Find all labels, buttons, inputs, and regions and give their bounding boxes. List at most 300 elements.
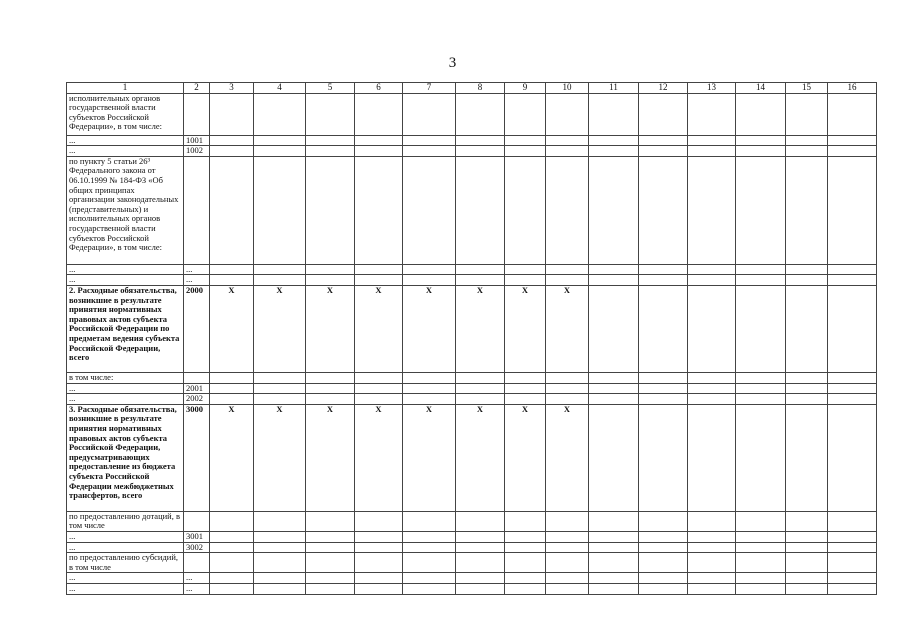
empty-cell: [546, 511, 589, 531]
table-row: [67, 553, 877, 573]
row-code: [184, 156, 210, 264]
x-mark: Х: [456, 285, 505, 372]
empty-cell: [786, 146, 828, 157]
empty-cell: [688, 511, 736, 531]
empty-cell: [828, 372, 877, 383]
empty-cell: [639, 156, 688, 264]
empty-cell: [210, 531, 254, 542]
empty-cell: [456, 383, 505, 394]
empty-cell: [546, 93, 589, 135]
empty-cell: [355, 394, 403, 405]
empty-cell: [456, 573, 505, 584]
empty-cell: [589, 135, 639, 146]
empty-cell: [736, 146, 786, 157]
empty-cell: [505, 394, 546, 405]
empty-cell: [546, 372, 589, 383]
empty-cell: [736, 573, 786, 584]
row-code: 3000: [184, 404, 210, 511]
header-cell: 6: [355, 83, 403, 94]
row-description: по предоставлению субсидий, в том числе: [67, 553, 184, 573]
empty-cell: [688, 583, 736, 594]
empty-cell: [306, 553, 355, 573]
table-row: [67, 573, 877, 584]
empty-cell: [736, 404, 786, 511]
empty-cell: [254, 372, 306, 383]
page-number: 3: [448, 55, 457, 71]
empty-cell: [210, 135, 254, 146]
empty-cell: [786, 583, 828, 594]
empty-cell: [306, 275, 355, 286]
empty-cell: [828, 383, 877, 394]
header-cell: 1: [67, 83, 184, 94]
header-cell: 8: [456, 83, 505, 94]
empty-cell: [688, 135, 736, 146]
empty-cell: [786, 135, 828, 146]
empty-cell: [254, 383, 306, 394]
empty-cell: [306, 531, 355, 542]
empty-cell: [688, 156, 736, 264]
row-description: по пункту 5 статьи 26³ Федерального закона от 06.10.1999 № 184-ФЗ «Об общих принципах организации законодательных (представительных) и исполнительных органов государственной власти субъектов Российской Федерации», в том числе:: [67, 156, 184, 264]
empty-cell: [786, 156, 828, 264]
header-cell: 13: [688, 83, 736, 94]
empty-cell: [589, 383, 639, 394]
empty-cell: [254, 394, 306, 405]
empty-cell: [210, 372, 254, 383]
empty-cell: [546, 542, 589, 553]
empty-cell: [589, 156, 639, 264]
empty-cell: [403, 542, 456, 553]
empty-cell: [546, 394, 589, 405]
x-mark: Х: [355, 285, 403, 372]
empty-cell: [210, 383, 254, 394]
empty-cell: [736, 93, 786, 135]
empty-cell: [456, 394, 505, 405]
empty-cell: [403, 573, 456, 584]
empty-cell: [688, 93, 736, 135]
empty-cell: [254, 531, 306, 542]
empty-cell: [456, 93, 505, 135]
empty-cell: [456, 531, 505, 542]
empty-cell: [505, 146, 546, 157]
empty-cell: [688, 542, 736, 553]
header-cell: 14: [736, 83, 786, 94]
empty-cell: [355, 275, 403, 286]
row-code: 2001: [184, 383, 210, 394]
empty-cell: [254, 156, 306, 264]
empty-cell: [210, 156, 254, 264]
empty-cell: [828, 275, 877, 286]
empty-cell: [736, 542, 786, 553]
empty-cell: [736, 264, 786, 275]
empty-cell: [688, 372, 736, 383]
empty-cell: [403, 553, 456, 573]
header-cell: 9: [505, 83, 546, 94]
empty-cell: [828, 264, 877, 275]
empty-cell: [254, 93, 306, 135]
row-description: ...: [67, 394, 184, 405]
row-code: [184, 553, 210, 573]
row-code: ...: [184, 264, 210, 275]
empty-cell: [639, 146, 688, 157]
row-code: [184, 372, 210, 383]
empty-cell: [355, 511, 403, 531]
empty-cell: [403, 511, 456, 531]
empty-cell: [639, 542, 688, 553]
empty-cell: [639, 275, 688, 286]
empty-cell: [456, 275, 505, 286]
empty-cell: [306, 511, 355, 531]
empty-cell: [306, 542, 355, 553]
table-row: [67, 146, 877, 157]
empty-cell: [639, 404, 688, 511]
header-cell: 2: [184, 83, 210, 94]
empty-cell: [456, 135, 505, 146]
empty-cell: [828, 135, 877, 146]
empty-cell: [505, 372, 546, 383]
empty-cell: [505, 275, 546, 286]
header-cell: 16: [828, 83, 877, 94]
empty-cell: [589, 553, 639, 573]
empty-cell: [403, 583, 456, 594]
empty-cell: [736, 156, 786, 264]
empty-cell: [589, 573, 639, 584]
table-row: [67, 135, 877, 146]
empty-cell: [355, 135, 403, 146]
row-description: исполнительных органов государственной власти субъектов Российской Федерации», в том числе:: [67, 93, 184, 135]
empty-cell: [589, 275, 639, 286]
empty-cell: [736, 275, 786, 286]
empty-cell: [403, 394, 456, 405]
x-mark: Х: [306, 285, 355, 372]
empty-cell: [639, 285, 688, 372]
empty-cell: [828, 93, 877, 135]
row-code: 2002: [184, 394, 210, 405]
header-cell: 7: [403, 83, 456, 94]
empty-cell: [355, 583, 403, 594]
empty-cell: [254, 264, 306, 275]
empty-cell: [639, 264, 688, 275]
empty-cell: [254, 135, 306, 146]
table-row: [67, 93, 877, 135]
empty-cell: [688, 573, 736, 584]
empty-cell: [736, 511, 786, 531]
table-row: [67, 372, 877, 383]
empty-cell: [589, 264, 639, 275]
row-description: по предоставлению дотаций, в том числе: [67, 511, 184, 531]
empty-cell: [254, 275, 306, 286]
empty-cell: [355, 573, 403, 584]
empty-cell: [456, 372, 505, 383]
empty-cell: [688, 394, 736, 405]
empty-cell: [505, 583, 546, 594]
empty-cell: [736, 553, 786, 573]
x-mark: Х: [355, 404, 403, 511]
empty-cell: [355, 156, 403, 264]
empty-cell: [589, 531, 639, 542]
empty-cell: [306, 264, 355, 275]
empty-cell: [456, 264, 505, 275]
empty-cell: [828, 285, 877, 372]
empty-cell: [786, 404, 828, 511]
empty-cell: [639, 93, 688, 135]
empty-cell: [736, 285, 786, 372]
empty-cell: [505, 542, 546, 553]
empty-cell: [546, 531, 589, 542]
empty-cell: [828, 146, 877, 157]
empty-cell: [456, 156, 505, 264]
row-code: ...: [184, 275, 210, 286]
empty-cell: [639, 372, 688, 383]
table-row: [67, 511, 877, 531]
header-cell: 5: [306, 83, 355, 94]
empty-cell: [456, 146, 505, 157]
row-description: ...: [67, 275, 184, 286]
empty-cell: [403, 275, 456, 286]
empty-cell: [403, 372, 456, 383]
empty-cell: [828, 511, 877, 531]
x-mark: Х: [306, 404, 355, 511]
empty-cell: [355, 146, 403, 157]
row-code: 3002: [184, 542, 210, 553]
row-code: [184, 93, 210, 135]
empty-cell: [786, 511, 828, 531]
empty-cell: [546, 156, 589, 264]
empty-cell: [736, 531, 786, 542]
empty-cell: [639, 573, 688, 584]
empty-cell: [306, 146, 355, 157]
empty-cell: [639, 583, 688, 594]
empty-cell: [505, 553, 546, 573]
empty-cell: [355, 553, 403, 573]
x-mark: Х: [505, 404, 546, 511]
row-code: [184, 511, 210, 531]
empty-cell: [306, 156, 355, 264]
empty-cell: [505, 156, 546, 264]
empty-cell: [306, 93, 355, 135]
empty-cell: [786, 275, 828, 286]
empty-cell: [210, 264, 254, 275]
empty-cell: [254, 583, 306, 594]
empty-cell: [403, 156, 456, 264]
x-mark: Х: [210, 404, 254, 511]
empty-cell: [828, 394, 877, 405]
empty-cell: [403, 383, 456, 394]
row-description: ...: [67, 264, 184, 275]
x-mark: Х: [505, 285, 546, 372]
table-row: [67, 583, 877, 594]
empty-cell: [254, 146, 306, 157]
empty-cell: [306, 573, 355, 584]
empty-cell: [736, 135, 786, 146]
empty-cell: [355, 383, 403, 394]
empty-cell: [589, 93, 639, 135]
table-header-row: [67, 83, 877, 94]
x-mark: Х: [210, 285, 254, 372]
empty-cell: [639, 394, 688, 405]
empty-cell: [786, 553, 828, 573]
empty-cell: [505, 264, 546, 275]
row-description: 3. Расходные обязательства, возникшие в результате принятия нормативных правовых актов субъекта Российской Федерации, предусматривающих предоставление из бюджета субъекта Российской Федерации межбюджетных трансфертов, всего: [67, 404, 184, 511]
empty-cell: [639, 553, 688, 573]
empty-cell: [355, 93, 403, 135]
empty-cell: [688, 264, 736, 275]
empty-cell: [456, 583, 505, 594]
empty-cell: [786, 93, 828, 135]
x-mark: Х: [254, 404, 306, 511]
empty-cell: [786, 383, 828, 394]
empty-cell: [546, 583, 589, 594]
empty-cell: [786, 372, 828, 383]
table-row: [67, 404, 877, 511]
empty-cell: [210, 553, 254, 573]
empty-cell: [786, 531, 828, 542]
row-description: в том числе:: [67, 372, 184, 383]
empty-cell: [403, 264, 456, 275]
empty-cell: [786, 285, 828, 372]
empty-cell: [403, 93, 456, 135]
empty-cell: [736, 372, 786, 383]
empty-cell: [306, 383, 355, 394]
table-row: [67, 542, 877, 553]
table-row: [67, 264, 877, 275]
empty-cell: [786, 542, 828, 553]
table-row: [67, 156, 877, 264]
table-row: [67, 531, 877, 542]
empty-cell: [589, 146, 639, 157]
x-mark: Х: [254, 285, 306, 372]
empty-cell: [210, 511, 254, 531]
empty-cell: [828, 583, 877, 594]
row-description: ...: [67, 383, 184, 394]
empty-cell: [639, 135, 688, 146]
empty-cell: [828, 404, 877, 511]
empty-cell: [688, 383, 736, 394]
empty-cell: [688, 285, 736, 372]
header-cell: 4: [254, 83, 306, 94]
row-code: 1001: [184, 135, 210, 146]
empty-cell: [546, 264, 589, 275]
empty-cell: [589, 394, 639, 405]
x-mark: Х: [403, 285, 456, 372]
empty-cell: [688, 404, 736, 511]
empty-cell: [786, 394, 828, 405]
empty-cell: [505, 511, 546, 531]
header-cell: 10: [546, 83, 589, 94]
empty-cell: [403, 531, 456, 542]
empty-cell: [589, 404, 639, 511]
table-row: [67, 383, 877, 394]
empty-cell: [505, 573, 546, 584]
empty-cell: [736, 383, 786, 394]
empty-cell: [456, 542, 505, 553]
empty-cell: [639, 383, 688, 394]
empty-cell: [736, 394, 786, 405]
row-description: ...: [67, 573, 184, 584]
empty-cell: [688, 275, 736, 286]
row-description: ...: [67, 542, 184, 553]
empty-cell: [355, 372, 403, 383]
empty-cell: [306, 135, 355, 146]
empty-cell: [589, 511, 639, 531]
empty-cell: [589, 542, 639, 553]
empty-cell: [254, 553, 306, 573]
empty-cell: [210, 93, 254, 135]
empty-cell: [786, 264, 828, 275]
empty-cell: [786, 573, 828, 584]
row-description: ...: [67, 583, 184, 594]
empty-cell: [403, 146, 456, 157]
empty-cell: [355, 542, 403, 553]
empty-cell: [546, 275, 589, 286]
empty-cell: [639, 511, 688, 531]
empty-cell: [828, 573, 877, 584]
empty-cell: [505, 93, 546, 135]
empty-cell: [546, 146, 589, 157]
empty-cell: [210, 146, 254, 157]
empty-cell: [828, 531, 877, 542]
empty-cell: [505, 383, 546, 394]
table-body: [67, 83, 877, 595]
x-mark: Х: [546, 285, 589, 372]
empty-cell: [355, 264, 403, 275]
header-cell: 3: [210, 83, 254, 94]
empty-cell: [505, 531, 546, 542]
empty-cell: [210, 394, 254, 405]
empty-cell: [210, 275, 254, 286]
empty-cell: [688, 146, 736, 157]
empty-cell: [736, 583, 786, 594]
row-description: ...: [67, 146, 184, 157]
empty-cell: [254, 542, 306, 553]
row-code: ...: [184, 583, 210, 594]
empty-cell: [210, 542, 254, 553]
table-row: [67, 285, 877, 372]
x-mark: Х: [456, 404, 505, 511]
header-cell: 11: [589, 83, 639, 94]
empty-cell: [828, 156, 877, 264]
row-description: 2. Расходные обязательства, возникшие в результате принятия нормативных правовых актов субъекта Российской Федерации по предметам ведения субъекта Российской Федерации, всего: [67, 285, 184, 372]
empty-cell: [546, 383, 589, 394]
expenditure-table: [66, 82, 877, 595]
empty-cell: [306, 583, 355, 594]
empty-cell: [306, 372, 355, 383]
row-code: ...: [184, 573, 210, 584]
empty-cell: [828, 553, 877, 573]
empty-cell: [639, 531, 688, 542]
row-code: 2000: [184, 285, 210, 372]
empty-cell: [355, 531, 403, 542]
empty-cell: [688, 553, 736, 573]
empty-cell: [254, 573, 306, 584]
empty-cell: [254, 511, 306, 531]
row-description: ...: [67, 135, 184, 146]
empty-cell: [589, 372, 639, 383]
header-cell: 12: [639, 83, 688, 94]
empty-cell: [828, 542, 877, 553]
empty-cell: [589, 583, 639, 594]
empty-cell: [306, 394, 355, 405]
empty-cell: [688, 531, 736, 542]
empty-cell: [210, 583, 254, 594]
x-mark: Х: [546, 404, 589, 511]
empty-cell: [546, 573, 589, 584]
empty-cell: [505, 135, 546, 146]
header-cell: 15: [786, 83, 828, 94]
row-description: ...: [67, 531, 184, 542]
x-mark: Х: [403, 404, 456, 511]
table-row: [67, 394, 877, 405]
row-code: 1002: [184, 146, 210, 157]
